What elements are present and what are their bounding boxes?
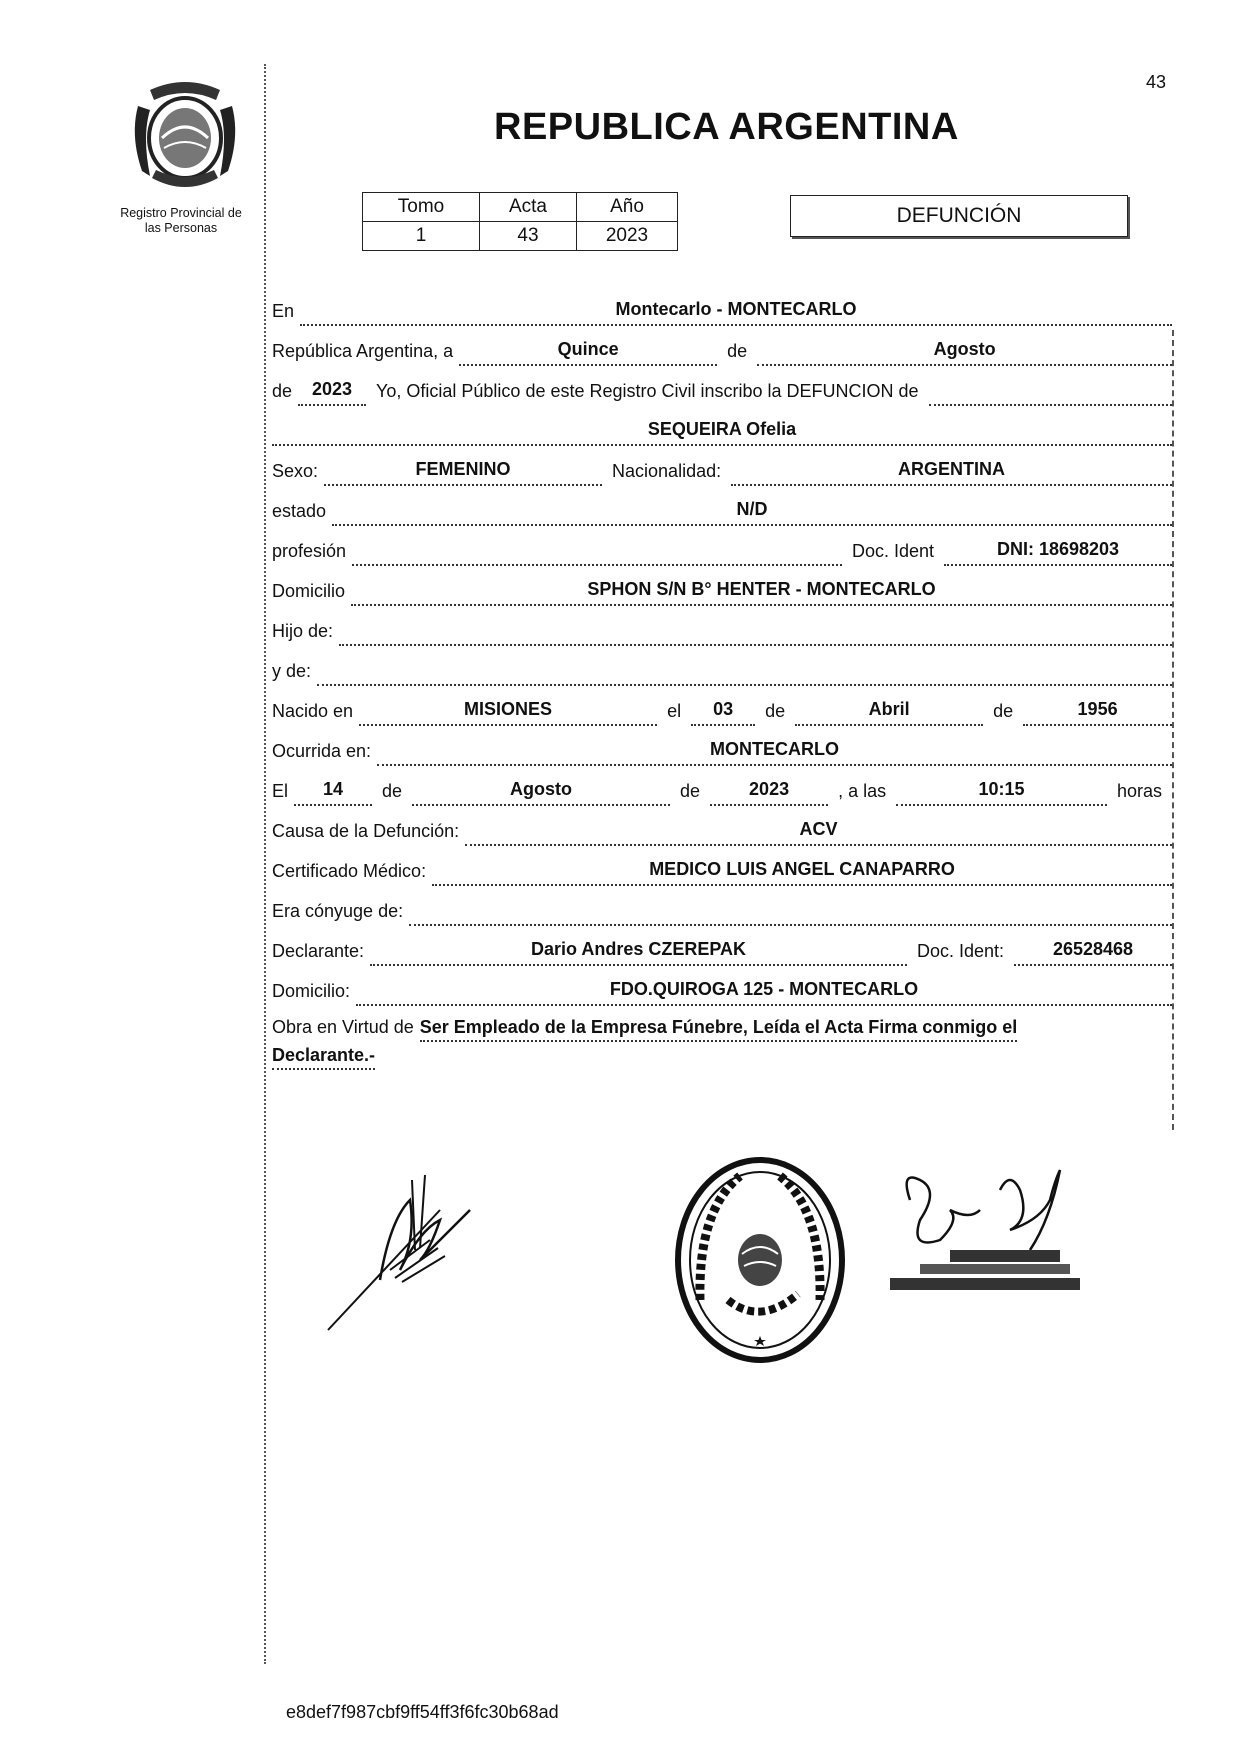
sexo-value: FEMENINO bbox=[324, 459, 602, 486]
tomo-acta-anio-table bbox=[362, 192, 678, 251]
declarante-label: Declarante: bbox=[272, 941, 365, 961]
row-sexo bbox=[272, 446, 1172, 486]
profesion-label: profesión bbox=[272, 541, 347, 561]
domicilio-value: SPHON S/N B° HENTER - MONTECARLO bbox=[351, 579, 1172, 606]
row-obra bbox=[272, 1006, 1172, 1042]
horas-label: horas bbox=[1116, 781, 1162, 801]
de-anio-label: de bbox=[272, 381, 293, 401]
row-en bbox=[272, 286, 1172, 326]
conyuge-label: Era cónyuge de: bbox=[272, 901, 404, 921]
estado-value: N/D bbox=[332, 499, 1172, 526]
death-record-form bbox=[272, 286, 1172, 1070]
row-hijo bbox=[272, 606, 1172, 646]
nac-de2-label: de bbox=[993, 701, 1014, 721]
row-yo bbox=[272, 366, 1172, 406]
doc-ident-label: Doc. Ident bbox=[851, 541, 934, 561]
def-dia-value: 14 bbox=[294, 779, 372, 806]
row-fecha bbox=[272, 326, 1172, 366]
tomo-value: 1 bbox=[363, 222, 480, 251]
yo-filler bbox=[929, 400, 1172, 406]
acta-value: 43 bbox=[480, 222, 577, 251]
nac-de1-label: de bbox=[765, 701, 786, 721]
nacido-lugar-value: MISIONES bbox=[359, 699, 657, 726]
def-anio-value: 2023 bbox=[710, 779, 828, 806]
registro-line-1: Registro Provincial de bbox=[120, 206, 242, 220]
def-mes-value: Agosto bbox=[412, 779, 670, 806]
acta-header: Acta bbox=[480, 193, 577, 222]
nacionalidad-value: ARGENTINA bbox=[731, 459, 1172, 486]
mes-value: Agosto bbox=[757, 339, 1172, 366]
table-header-row bbox=[363, 193, 678, 222]
a-las-label: , a las bbox=[838, 781, 887, 801]
row-fecha-defuncion bbox=[272, 766, 1172, 806]
y-de-value bbox=[317, 680, 1172, 686]
republica-label: República Argentina, a bbox=[272, 341, 454, 361]
decl-domicilio-label: Domicilio: bbox=[272, 981, 351, 1001]
page-title: REPUBLICA ARGENTINA bbox=[494, 106, 959, 148]
y-de-label: y de: bbox=[272, 661, 312, 681]
certificado-label: Certificado Médico: bbox=[272, 861, 427, 881]
causa-label: Causa de la Defunción: bbox=[272, 821, 460, 841]
registro-line-2: las Personas bbox=[144, 221, 218, 235]
decl-doc-label: Doc. Ident: bbox=[916, 941, 1004, 961]
obra-label: Obra en Virtud de bbox=[272, 1017, 414, 1037]
official-seal-icon bbox=[670, 1150, 850, 1370]
row-estado bbox=[272, 486, 1172, 526]
misiones-crest-icon bbox=[120, 76, 250, 196]
row-nombre bbox=[272, 406, 1172, 446]
nac-mes-value: Abril bbox=[795, 699, 983, 726]
de-label: de bbox=[727, 341, 748, 361]
nombre-value: SEQUEIRA Ofelia bbox=[272, 419, 1172, 446]
def-de2-label: de bbox=[680, 781, 701, 801]
anio-value: 2023 bbox=[298, 379, 366, 406]
doc-ident-value: DNI: 18698203 bbox=[944, 539, 1172, 566]
row-obra-2 bbox=[272, 1042, 1172, 1070]
en-value: Montecarlo - MONTECARLO bbox=[300, 299, 1172, 326]
row-domicilio bbox=[272, 566, 1172, 606]
table-row bbox=[363, 222, 678, 251]
conyuge-value bbox=[409, 920, 1172, 926]
row-declarante bbox=[272, 926, 1172, 966]
ocurrida-label: Ocurrida en: bbox=[272, 741, 372, 761]
hora-value: 10:15 bbox=[896, 779, 1107, 806]
en-label: En bbox=[272, 301, 295, 321]
ocurrida-value: MONTECARLO bbox=[377, 739, 1172, 766]
row-certificado bbox=[272, 846, 1172, 886]
nacionalidad-label: Nacionalidad: bbox=[612, 461, 722, 481]
decl-doc-value: 26528468 bbox=[1014, 939, 1172, 966]
declarante-value: Dario Andres CZEREPAK bbox=[370, 939, 907, 966]
domicilio-label: Domicilio bbox=[272, 581, 346, 601]
obra-text-line1: Ser Empleado de la Empresa Fúnebre, Leída el Acta Firma conmigo el bbox=[420, 1017, 1018, 1042]
el-label: el bbox=[667, 701, 682, 721]
row-conyuge bbox=[272, 886, 1172, 926]
nac-anio-value: 1956 bbox=[1023, 699, 1172, 726]
El-label: El bbox=[272, 781, 289, 801]
certificado-value: MEDICO LUIS ANGEL CANAPARRO bbox=[432, 859, 1172, 886]
dia-letras-value: Quince bbox=[459, 339, 717, 366]
hijo-value bbox=[339, 640, 1172, 646]
obra-text-line2: Declarante.- bbox=[272, 1045, 375, 1070]
profesion-value bbox=[352, 560, 842, 566]
document-type-box: DEFUNCIÓN bbox=[790, 195, 1128, 237]
anio-header: Año bbox=[577, 193, 678, 222]
row-ocurrida bbox=[272, 726, 1172, 766]
oficial-signature-icon bbox=[880, 1160, 1100, 1320]
row-y-de bbox=[272, 646, 1172, 686]
row-nacido bbox=[272, 686, 1172, 726]
yo-oficial-text: Yo, Oficial Público de este Registro Civil inscribo la DEFUNCION de bbox=[376, 381, 919, 401]
hijo-label: Hijo de: bbox=[272, 621, 334, 641]
right-margin-line bbox=[1172, 330, 1174, 1130]
causa-value: ACV bbox=[465, 819, 1172, 846]
anio-value: 2023 bbox=[577, 222, 678, 251]
row-profesion bbox=[272, 526, 1172, 566]
document-hash: e8def7f987cbf9ff54ff3f6fc30b68ad bbox=[286, 1702, 559, 1722]
nacido-label: Nacido en bbox=[272, 701, 354, 721]
def-de1-label: de bbox=[382, 781, 403, 801]
row-decl-domicilio bbox=[272, 966, 1172, 1006]
tomo-header: Tomo bbox=[363, 193, 480, 222]
estado-label: estado bbox=[272, 501, 327, 521]
registro-provincial-label bbox=[96, 206, 266, 236]
page-number: 43 bbox=[1146, 72, 1167, 92]
decl-domicilio-value: FDO.QUIROGA 125 - MONTECARLO bbox=[356, 979, 1172, 1006]
left-margin-line bbox=[264, 64, 266, 1664]
nac-dia-value: 03 bbox=[691, 699, 755, 726]
declarante-signature-icon bbox=[320, 1160, 480, 1340]
row-causa bbox=[272, 806, 1172, 846]
sexo-label: Sexo: bbox=[272, 461, 319, 481]
